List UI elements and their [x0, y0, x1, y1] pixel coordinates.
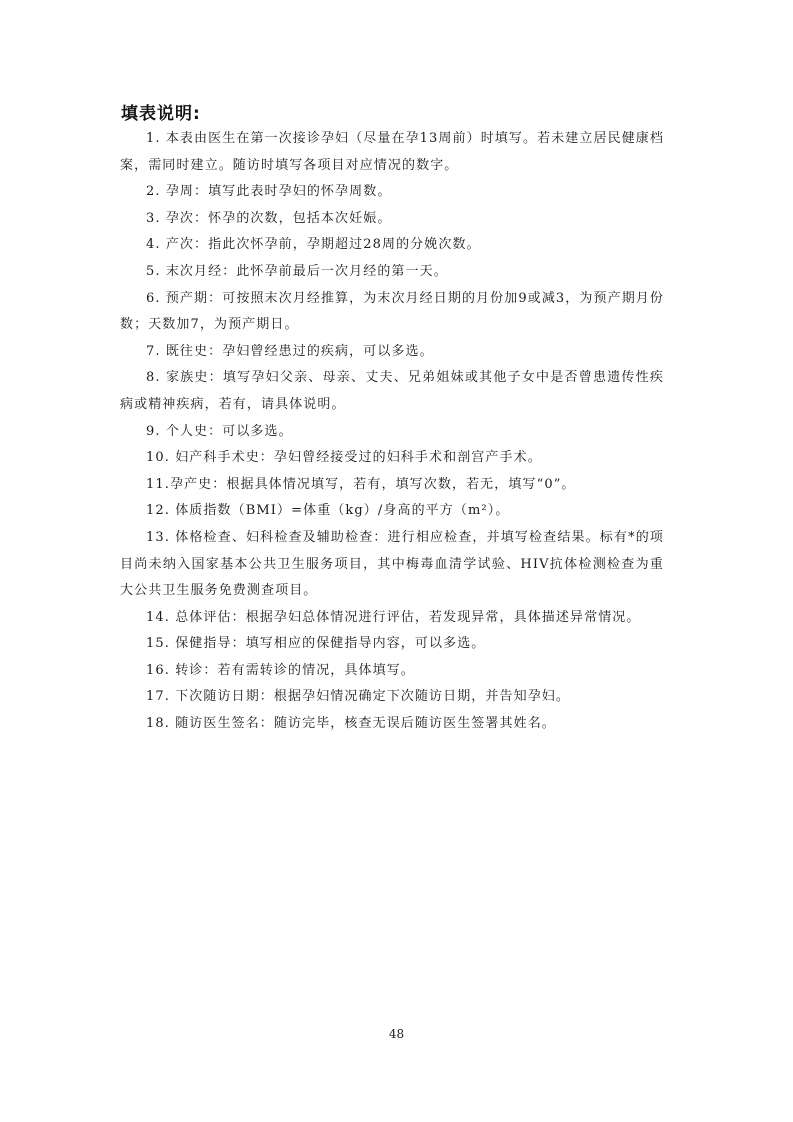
instruction-item: 18. 随访医生签名：随访完毕，核查无误后随访医生签署其姓名。 — [146, 716, 556, 732]
instructions-heading: 填表说明: — [121, 104, 201, 124]
instruction-item: 15. 保健指导：填写相应的保健指导内容，可以多选。 — [146, 636, 486, 652]
instruction-item: 1. 本表由医生在第一次接诊孕妇（尽量在孕13周前）时填写。若未建立居民健康档案，需同时建立。随访时填写各项目对应情况的数字。 — [120, 131, 664, 173]
instruction-item: 8. 家族史：填写孕妇父亲、母亲、丈夫、兄弟姐妹或其他子女中是否曾患遗传性疾病或精神疾病，若有，请具体说明。 — [120, 370, 664, 412]
instruction-item: 12. 体质指数（BMI）=体重（kg）/身高的平方（m²）。 — [146, 503, 510, 519]
instruction-item: 11.孕产史：根据具体情况填写，若有，填写次数，若无，填写“0”。 — [146, 476, 576, 492]
instruction-item: 3. 孕次：怀孕的次数，包括本次妊娠。 — [146, 210, 392, 226]
instruction-item: 4. 产次：指此次怀孕前，孕期超过28周的分娩次数。 — [146, 237, 481, 253]
instruction-item: 10. 妇产科手术史：孕妇曾经接受过的妇科手术和剖宫产手术。 — [146, 450, 542, 466]
instruction-item: 16. 转诊：若有需转诊的情况，具体填写。 — [146, 662, 415, 678]
instruction-item: 2. 孕周：填写此表时孕妇的怀孕周数。 — [146, 184, 392, 200]
page-number: 48 — [388, 1027, 405, 1041]
instruction-item: 17. 下次随访日期：根据孕妇情况确定下次随访日期，并告知孕妇。 — [146, 689, 571, 705]
instruction-item: 7. 既往史：孕妇曾经患过的疾病，可以多选。 — [146, 343, 434, 359]
instruction-item: 9. 个人史：可以多选。 — [146, 423, 293, 439]
instruction-item: 13. 体格检查、妇科检查及辅助检查：进行相应检查，并填写检查结果。标有*的项目尚未纳入国家基本公共卫生服务项目，其中梅毒血清学试验、HIV抗体检测检查为重大公共卫生服务免费测查项目。 — [120, 529, 664, 599]
instructions-list — [120, 126, 664, 738]
instruction-item: 14. 总体评估：根据孕妇总体情况进行评估，若发现异常，具体描述异常情况。 — [146, 609, 641, 625]
instruction-item: 6. 预产期：可按照末次月经推算，为末次月经日期的月份加9或减3，为预产期月份数；天数加7，为预产期日。 — [120, 290, 664, 333]
instruction-item: 5. 末次月经：此怀孕前最后一次月经的第一天。 — [146, 263, 448, 279]
